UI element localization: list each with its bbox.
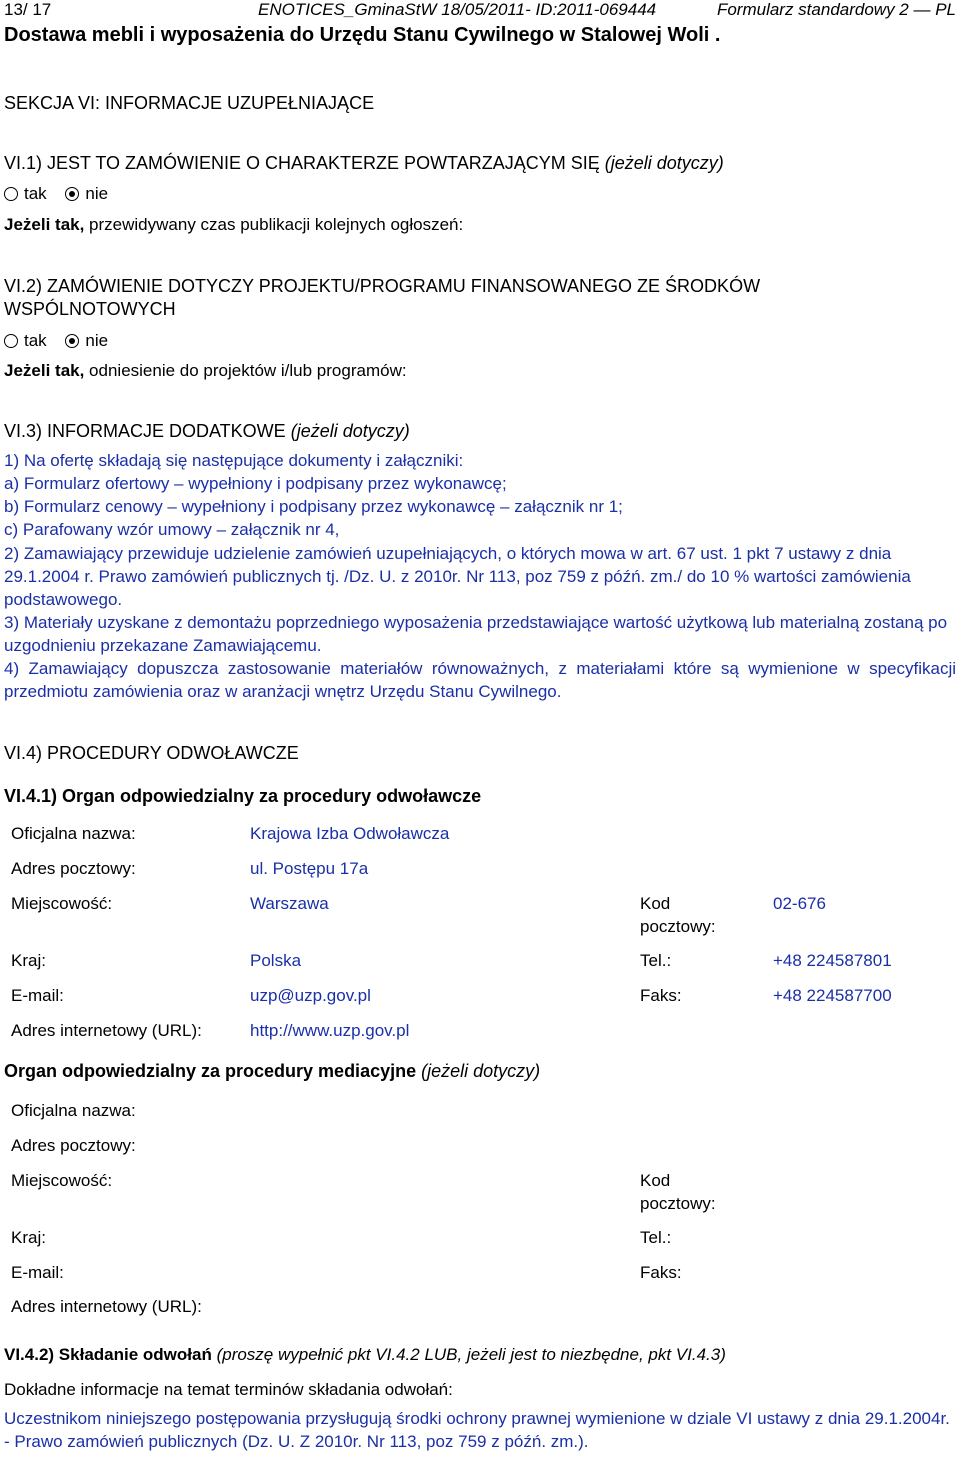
form-type: Formularz standardowy 2 — PL [716,0,956,19]
vi3-heading: VI.3) INFORMACJE DODATKOWE (jeżeli dotyczy) [4,421,410,441]
radio-selected-icon [65,187,79,201]
mediation-label-email: E-mail: [11,1263,64,1282]
vi1-heading-note: (jeżeli dotyczy) [604,153,724,173]
appeal-url[interactable]: http://www.uzp.gov.pl [250,1021,410,1040]
vi3-paragraph-2: 2) Zamawiający przewiduje udzielenie zamówień uzupełniających, o których mowa w art. 67 ust. 1 pkt 7 ustawy z dnia 29.1.2004 r. Prawo zamówień publicznych tj. /Dz. U. z 2010r. Nr 113, poz 759 z późń. zm./ do 10 % wartości zamówienia podstawowego. [4,544,911,609]
vi3-line-1: 1) Na ofertę składają się następujące dokumenty i załączniki: [4,451,464,470]
vi2-followup: Jeżeli tak, odniesienie do projektów i/lub programów: [4,361,407,380]
label-postal-2: pocztowy: [640,917,716,936]
appeal-city: Warszawa [250,894,329,913]
vi42-details-label: Dokładne informacje na temat terminów składania odwołań: [4,1380,453,1399]
mediation-heading: Organ odpowiedzialny za procedury mediacyjne (jeżeli dotyczy) [4,1061,541,1081]
vi1-followup: Jeżeli tak, przewidywany czas publikacji kolejnych ogłoszeń: [4,215,464,234]
appeal-fax: +48 224587700 [773,986,892,1005]
mediation-label-name: Oficjalna nazwa: [11,1101,136,1120]
vi4-heading: VI.4) PROCEDURY ODWOŁAWCZE [4,743,299,763]
vi1-option-no[interactable]: nie [65,184,108,203]
vi3-paragraph-4: 4) Zamawiający dopuszcza zastosowanie materiałów równoważnych, z materiałami które są wymienione w specyfikacji przedmiotu zamówienia oraz w aranżacji wnętrz Urzędu Stanu Cywilnego. [4,659,956,701]
notice-id: ENOTICES_GminaStW 18/05/2011- ID:2011-069444 [258,0,657,19]
mediation-label-country: Kraj: [11,1228,46,1247]
vi42-heading: VI.4.2) Składanie odwołań (proszę wypełnić pkt VI.4.2 LUB, jeżeli jest to niezbędne, pkt VI.4.3) [4,1345,726,1364]
radio-empty-icon [4,187,18,201]
vi2-option-no[interactable]: nie [65,331,108,350]
section-title: SEKCJA VI: INFORMACJE UZUPEŁNIAJĄCE [4,93,375,113]
label-city: Miejscowość: [11,894,113,913]
appeal-email[interactable]: uzp@uzp.gov.pl [250,986,371,1005]
vi1-heading [4,152,724,174]
vi3-line-a: a) Formularz ofertowy – wypełniony i podpisany przez wykonawcę; [4,474,507,493]
label-postal-1: Kod [640,894,671,913]
label-email: E-mail: [11,986,64,1005]
label-fax: Faks: [640,986,682,1005]
vi2-radio-group [4,330,122,352]
vi3-paragraph-3: 3) Materiały uzyskane z demontażu poprzedniego wyposażenia przedstawiające wartość użytkową lub materialną zostaną po uzgodnieniu przekazane Zamawiającemu. [4,613,948,655]
radio-selected-icon [65,334,79,348]
mediation-label-city: Miejscowość: [11,1171,113,1190]
mediation-label-tel: Tel.: [640,1228,672,1247]
appeal-country: Polska [250,951,302,970]
appeal-tel: +48 224587801 [773,951,892,970]
vi1-radio-group [4,183,122,205]
label-country: Kraj: [11,951,46,970]
appeal-name: Krajowa Izba Odwoławcza [250,824,450,843]
page-number: 13/ 17 [4,0,52,19]
vi1-heading-text: VI.1) JEST TO ZAMÓWIENIE O CHARAKTERZE POWTARZAJĄCYM SIĘ [4,153,600,173]
vi3-line-b: b) Formularz cenowy – wypełniony i podpisany przez wykonawcę – załącznik nr 1; [4,497,623,516]
radio-empty-icon [4,334,18,348]
vi41-heading: VI.4.1) Organ odpowiedzialny za procedury odwoławcze [4,786,482,806]
mediation-label-postal-2: pocztowy: [640,1194,716,1213]
vi2-heading-line1: VI.2) ZAMÓWIENIE DOTYCZY PROJEKTU/PROGRAMU FINANSOWANEGO ZE ŚRODKÓW [4,276,761,296]
document-title: Dostawa mebli i wyposażenia do Urzędu Stanu Cywilnego w Stalowej Woli . [4,24,721,46]
mediation-label-url: Adres internetowy (URL): [11,1297,202,1316]
label-tel: Tel.: [640,951,672,970]
label-official-name: Oficjalna nazwa: [11,824,136,843]
label-url: Adres internetowy (URL): [11,1021,202,1040]
mediation-label-fax: Faks: [640,1263,682,1282]
vi3-line-c: c) Parafowany wzór umowy – załącznik nr 4, [4,520,340,539]
vi42-details-text: Uczestnikom niniejszego postępowania przysługują środki ochrony prawnej wymienione w dziale VI ustawy z dnia 29.1.2004r. - Prawo zamówień publicznych (Dz. U. Z 2010r. Nr 113, poz 759 z późń. zm.). [4,1409,950,1451]
vi1-option-yes[interactable]: tak [4,184,47,203]
vi2-heading-line2: WSPÓLNOTOWYCH [4,299,176,319]
label-address: Adres pocztowy: [11,859,136,878]
mediation-label-address: Adres pocztowy: [11,1136,136,1155]
mediation-label-postal-1: Kod [640,1171,671,1190]
vi2-option-yes[interactable]: tak [4,331,47,350]
appeal-postal: 02-676 [773,894,826,913]
appeal-address: ul. Postępu 17a [250,859,369,878]
